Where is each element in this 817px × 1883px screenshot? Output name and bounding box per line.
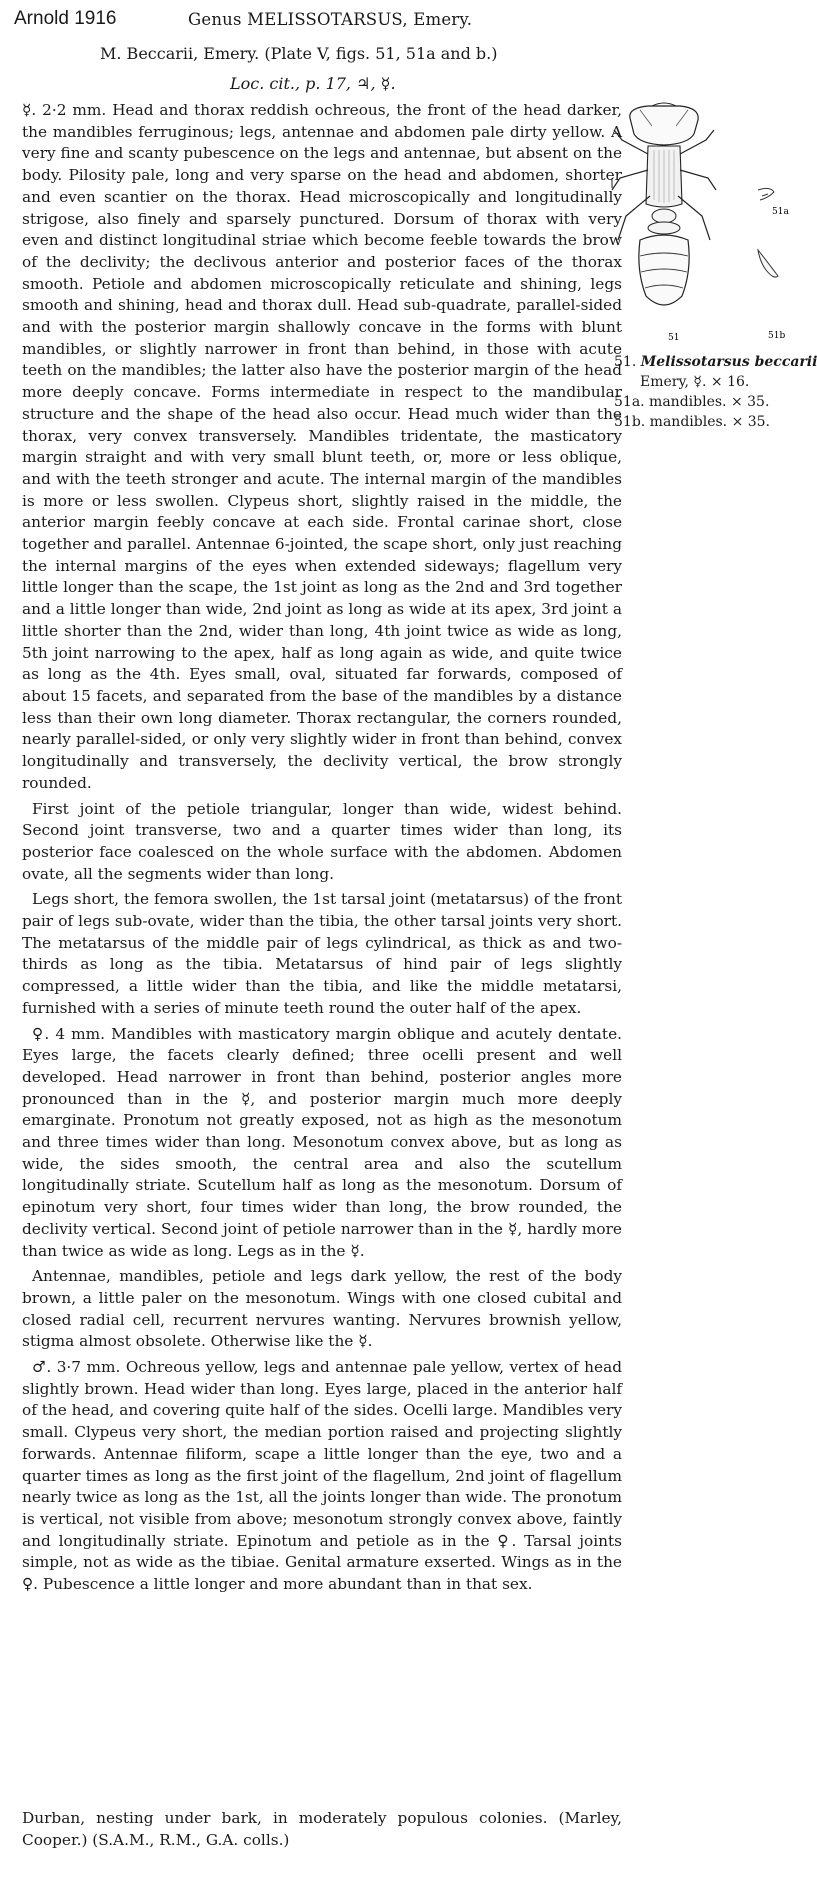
paragraph-female-colour: Antennae, mandibles, petiole and legs dark yellow, the rest of the body brown, a little paler on the mesonotum. Wings with one closed cubital and closed radial cell, recurrent nervures wanting. Nervures brownish yellow, stigma almost obsolete. Otherwise like the ☿.	[22, 1267, 622, 1351]
loc-cit: Loc. cit., p. 17, ♃, ☿.	[230, 74, 396, 93]
paragraph-male: ♂. 3·7 mm. Ochreous yellow, legs and antennae pale yellow, vertex of head slightly brown. Head wider than long. Eyes large, placed in the anterior half of the head, and covering quite half of the sides. Ocelli large. Mandibles very small. Clypeus very short, the median portion raised and projecting slightly forwards. Antennae filiform, scape a little longer than the eye, two and a quarter times as long as the first joint of the flagellum, 2nd joint of flagellum nearly twice as long as the 1st, all the joints longer than wide. The pronotum is vertical, not visible from above; mesonotum strongly convex above, faintly and longitudinally striate. Epinotum and petiole as in the ♀. Tarsal joints simple, not as wide as the tibiae. Genital armature exserted. Wings as in the ♀. Pubescence a little longer and more abundant than in that sex.	[22, 1358, 622, 1594]
caption-number: 51.	[614, 354, 637, 370]
figure-caption	[614, 352, 817, 432]
paragraph-legs: Legs short, the femora swollen, the 1st tarsal joint (metatarsus) of the front pair of legs sub-ovate, wider than the tibia, the other tarsal joints very short. The metatarsus of the middle pair of legs cylindrical, as thick as and two-thirds as long as the tibia. Metatarsus of hind pair of legs slightly compressed, a little wider than the tibia, and like the middle metatarsi, furnished with a series of minute teeth round the outer half of the apex.	[22, 890, 622, 1017]
caption-line4: 51b. mandibles. × 35.	[614, 414, 771, 430]
genus-heading: Genus MELISSOTARSUS, Emery.	[188, 10, 473, 29]
paragraph-petiole: First joint of the petiole triangular, longer than wide, widest behind. Second joint transverse, two and a quarter times wider than long, its posterior face coalesced on the whole surface with the abdomen. Abdomen ovate, all the segments wider than long.	[22, 799, 622, 883]
caption-species: Melissotarsus beccarii	[640, 354, 817, 370]
ant-illustration	[608, 100, 793, 360]
caption-line2: Emery, ☿. × 16.	[640, 374, 750, 390]
paragraph-female: ♀. 4 mm. Mandibles with masticatory margin oblique and acutely dentate. Eyes large, the facets clearly defined; three ocelli present and well developed. Head narrower in front than behind, posterior angles more pronounced than in the ☿, and posterior margin much more deeply emarginate. Pronotum not greatly exposed, not as high as the mesonotum and three times wider than long. Mesonotum convex above, but as long as wide, the sides smooth, the central area and also the scutellum longitudinally striate. Scutellum half as long as the mesonotum. Dorsum of epinotum very short, four times wider than long, the brow rounded, the declivity vertical. Second joint of petiole narrower than in the ☿, hardly more than twice as wide as long. Legs as in the ☿.	[22, 1024, 622, 1260]
fig-label-51: 51	[668, 333, 680, 343]
fig-label-51a: 51a	[772, 207, 789, 217]
plate-figure	[608, 100, 793, 385]
paragraph-worker: ☿. 2·2 mm. Head and thorax reddish ochreous, the front of the head darker, the mandibles ferruginous; legs, antennae and abdomen pale dirty yellow. A very fine and scanty pubescence on the legs and antennae, but absent on the body. Pilosity pale, long and very sparse on the head and abdomen, shorter and even scantier on the thorax. Head microscopically and longitudinally strigose, also finely and sparsely punctured. Dorsum of thorax with very even and distinct longitudinal striae which become feeble towards the brow of the declivity; the declivous anterior and posterior faces of the thorax smooth. Petiole and abdomen microscopically reticulate and shining, legs smooth and shining, head and thorax dull. Head sub-quadrate, parallel-sided and with the posterior margin shallowly concave in the forms with blunt mandibles, or slightly narrower in front than behind, in those with acute teeth on the mandibles; the latter also have the posterior margin of the head more deeply concave. Forms intermediate in respect to the mandibular structure and the shape of the head also occur. Head much wider than the thorax, very convex transversely. Mandibles tridentate, the masticatory margin straight and with very small blunt teeth, or, more or less oblique, and with the teeth stronger and acute. The internal margin of the mandibles is more or less swollen. Clypeus short, slightly raised in the middle, the anterior margin feebly concave at each side. Frontal carinae short, close together and parallel. Antennae 6-jointed, the scape short, only just reaching the internal margins of the eyes when extended sideways; flagellum very little longer than the scape, the 1st joint as long as the 2nd and 3rd together and a little longer than wide, 2nd joint as long as wide at its apex, 3rd joint a little shorter than the 2nd, wider than long, 4th joint twice as wide as long, 5th joint narrowing to the apex, half as long again as wide, and quite twice as long as the 4th. Eyes small, oval, situated far forwards, composed of about 15 facets, and separated from the base of the mandibles by a distance less than their own long diameter. Thorax rectangular, the corners rounded, nearly parallel-sided, or only very slightly wider in front than behind, convex longitudinally and transversely, the declivity vertical, the brow strongly rounded.	[22, 101, 622, 792]
caption-line3: 51a. mandibles. × 35.	[614, 394, 770, 410]
locality-note: Durban, nesting under bark, in moderately populous colonies. (Marley, Cooper.) (S.A.M., R.M., G.A. colls.)	[22, 1809, 622, 1849]
species-heading: M. Beccarii, Emery. (Plate V, figs. 51, 51a and b.)	[100, 44, 498, 63]
description-body	[22, 100, 622, 1600]
header-author-year: Arnold 1916	[14, 8, 117, 29]
fig-label-51b: 51b	[768, 331, 786, 341]
